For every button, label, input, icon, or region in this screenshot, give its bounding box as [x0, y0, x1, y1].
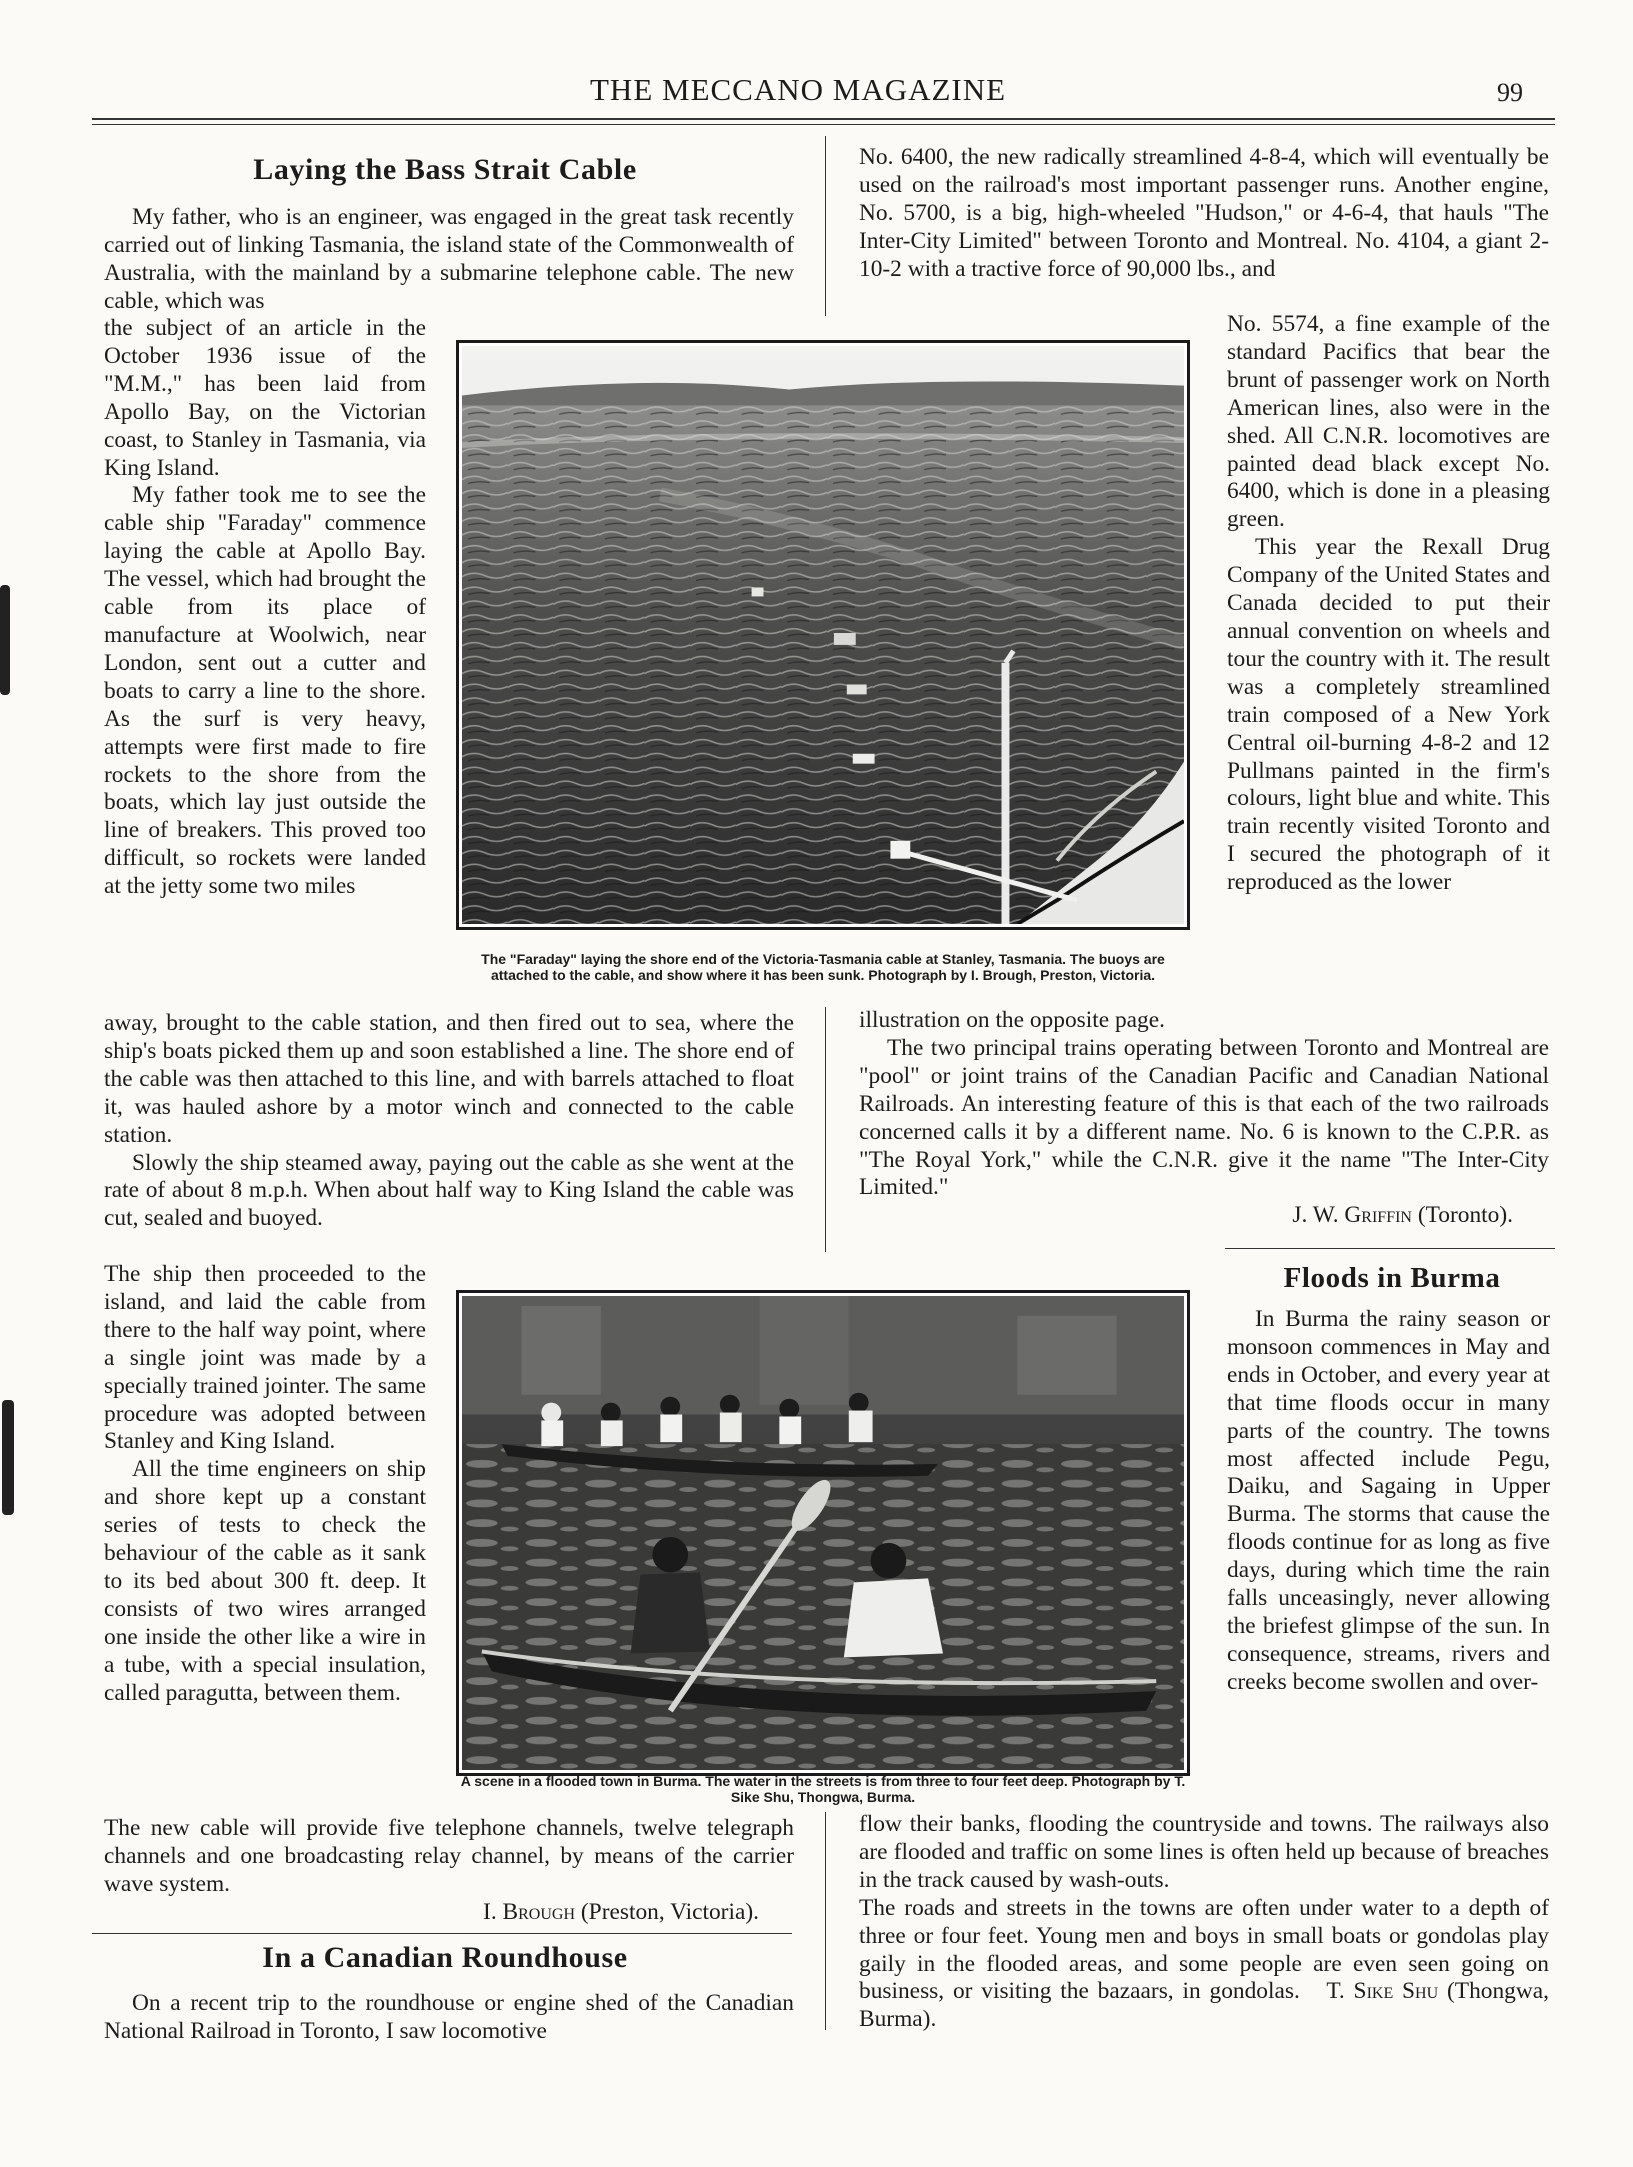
column-rule [825, 136, 826, 316]
paragraph: flow their banks, flooding the countryside and towns. The railways also are flooded and traffic on some lines is often held up because of breaches in the track caused by wash-outs. [859, 1811, 1549, 1893]
signature [104, 1899, 794, 1927]
signature-name: T. Sike Shu [1326, 1978, 1439, 2005]
signature-place: (Preston, Victoria). [580, 1898, 759, 1925]
article-body [104, 315, 426, 901]
article-body [859, 1811, 1549, 2034]
paragraph: The roads and streets in the towns are often under water to a depth of three or four feet. Young men and boys in small boats or gondolas play gaily in the flooded areas, and some people are even seen going on business, or visiting the bazaars, in gondolas. [859, 1894, 1549, 2005]
column-rule [825, 1812, 826, 2030]
article-body [859, 144, 1549, 284]
paragraph: No. 6400, the new radically streamlined 4-8-4, which will eventually be used on the railroad's most important passenger runs. Another engine, No. 5700, is a big, high-wheeled "Hudson," or 4-6-4, that hauls "The Inter-City Limited" between Toronto and Montreal. No. 4104, a giant 2-10-2 with a tractive force of 90,000 lbs., and [859, 144, 1549, 282]
article-body [104, 1010, 794, 1233]
article-body [104, 1815, 794, 1927]
flood-photo [456, 1290, 1190, 1776]
paragraph: The ship then proceeded to the island, and laid the cable from there to the half way point, where a single joint was made by a specially trained jointer. The same procedure was adopted between Stanley and King Island. [104, 1261, 426, 1455]
article-body [859, 1007, 1549, 1230]
article-body [1227, 311, 1550, 897]
section-rule [92, 1933, 792, 1934]
article-body [104, 204, 794, 316]
signature-name: J. W. Griffin [1292, 1202, 1412, 1229]
running-title: THE MECCANO MAGAZINE [590, 72, 1007, 107]
flood-photo-image [462, 1296, 1184, 1770]
paragraph: away, brought to the cable station, and then fired out to sea, where the ship's boats picked them up and soon established a line. The shore end of the cable was then attached to this line, and with barrels attached to float it, was hauled ashore by a motor winch and connected to the cable station. [104, 1010, 794, 1148]
paragraph: My father, who is an engineer, was engaged in the great task recently carried out of linking Tasmania, the island state of the Commonwealth of Australia, with the mainland by a submarine telephone cable. The new cable, which was [104, 204, 794, 314]
sea-photo-image [462, 346, 1184, 924]
photo-caption: The "Faraday" laying the shore end of the Victoria-Tasmania cable at Stanley, Tasmania. The buoys are attached to the cable, and show where it has been sunk. Photograph by I. Brough, Preston, Victoria. [481, 951, 1165, 983]
article-body [104, 1990, 794, 2046]
signature-name: I. Brough [483, 1898, 576, 1925]
signature-place: (Toronto). [1417, 1202, 1513, 1229]
article-heading: Floods in Burma [1283, 1262, 1501, 1294]
signature [859, 1202, 1549, 1230]
article-body [1227, 1306, 1550, 1697]
paragraph: This year the Rexall Drug Company of the United States and Canada decided to put their annual convention on wheels and tour the country with it. The result was a completely streamlined train composed of a New York Central oil-burning 4-8-2 and 12 Pullmans painted in the firm's colours, light blue and white. This train recently visited Toronto and I secured the photograph of it reproduced as the lower [1227, 534, 1550, 896]
paragraph: In Burma the rainy season or monsoon commences in May and ends in October, and every year at that time floods occur in many parts of the country. The towns most affected include Pegu, Daiku, and Sagaing in Upper Burma. The storms that cause the floods continue for as long as five days, during which time the rain falls unceasingly, never allowing the briefest glimpse of the sun. In consequence, streams, rivers and creeks become swollen and over- [1227, 1306, 1550, 1695]
photo-caption: A scene in a flooded town in Burma. The water in the streets is from three to four feet deep. Photograph by T. Sike Shu, Thongwa, Burma. [460, 1773, 1186, 1805]
paragraph: The two principal trains operating between Toronto and Montreal are "pool" or joint trains of the Canadian Pacific and Canadian National Railroads. An interesting feature of this is that each of the two railroads concerned calls it by a different name. No. 6 is known to the C.P.R. as "The Royal York," while the C.N.R. give it the name "The Inter-City Limited." [859, 1034, 1549, 1201]
article-heading: In a Canadian Roundhouse [262, 1941, 628, 1974]
binding-mark [0, 585, 10, 695]
column-rule [825, 1007, 826, 1252]
paragraph: The new cable will provide five telephone channels, twelve telegraph channels and one broadcasting relay channel, by means of the carrier wave system. [104, 1815, 794, 1897]
signature-place: (Thongwa, Burma). [859, 1978, 1549, 2033]
article-heading: Laying the Bass Strait Cable [253, 153, 637, 186]
binding-mark [2, 1400, 14, 1515]
page-number: 99 [1497, 78, 1523, 107]
article-body [104, 1261, 426, 1708]
cable-ship-photo [456, 340, 1190, 930]
paragraph: All the time engineers on ship and shore kept up a constant series of tests to check the behaviour of the cable as it sank to its bed about 300 ft. deep. It consists of two wires arranged one inside the other like a wire in a tube, with a special insulation, called paragutta, between them. [104, 1456, 426, 1706]
paragraph: Slowly the ship steamed away, paying out the cable as she went at the rate of about 8 m.p.h. When about half way to King Island the cable was cut, sealed and buoyed. [104, 1149, 794, 1232]
paragraph: illustration on the opposite page. [859, 1007, 1165, 1033]
paragraph: No. 5574, a fine example of the standard Pacifics that bear the brunt of passenger work on North American lines, also were in the shed. All C.N.R. locomotives are painted dead black except No. 6400, which is done in a pleasing green. [1227, 311, 1550, 533]
header-rule [92, 124, 1555, 125]
paragraph: My father took me to see the cable ship "Faraday" commence laying the cable at Apollo Bay. The vessel, which had brought the cable from its place of manufacture at Woolwich, near London, sent out a cutter and boats to carry a line to the shore. As the surf is very heavy, attempts were first made to fire rockets to the shore from the boats, which lay just outside the line of breakers. This proved too difficult, so rockets were landed at the jetty some two miles [104, 482, 426, 900]
section-rule [1225, 1248, 1555, 1249]
header-rule [92, 118, 1555, 120]
paragraph: the subject of an article in the October 1936 issue of the "M.M.," has been laid from Apollo Bay, on the Victorian coast, to Stanley in Tasmania, via King Island. [104, 315, 426, 481]
paragraph: On a recent trip to the roundhouse or engine shed of the Canadian National Railroad in Toronto, I saw locomotive [104, 1990, 794, 2044]
